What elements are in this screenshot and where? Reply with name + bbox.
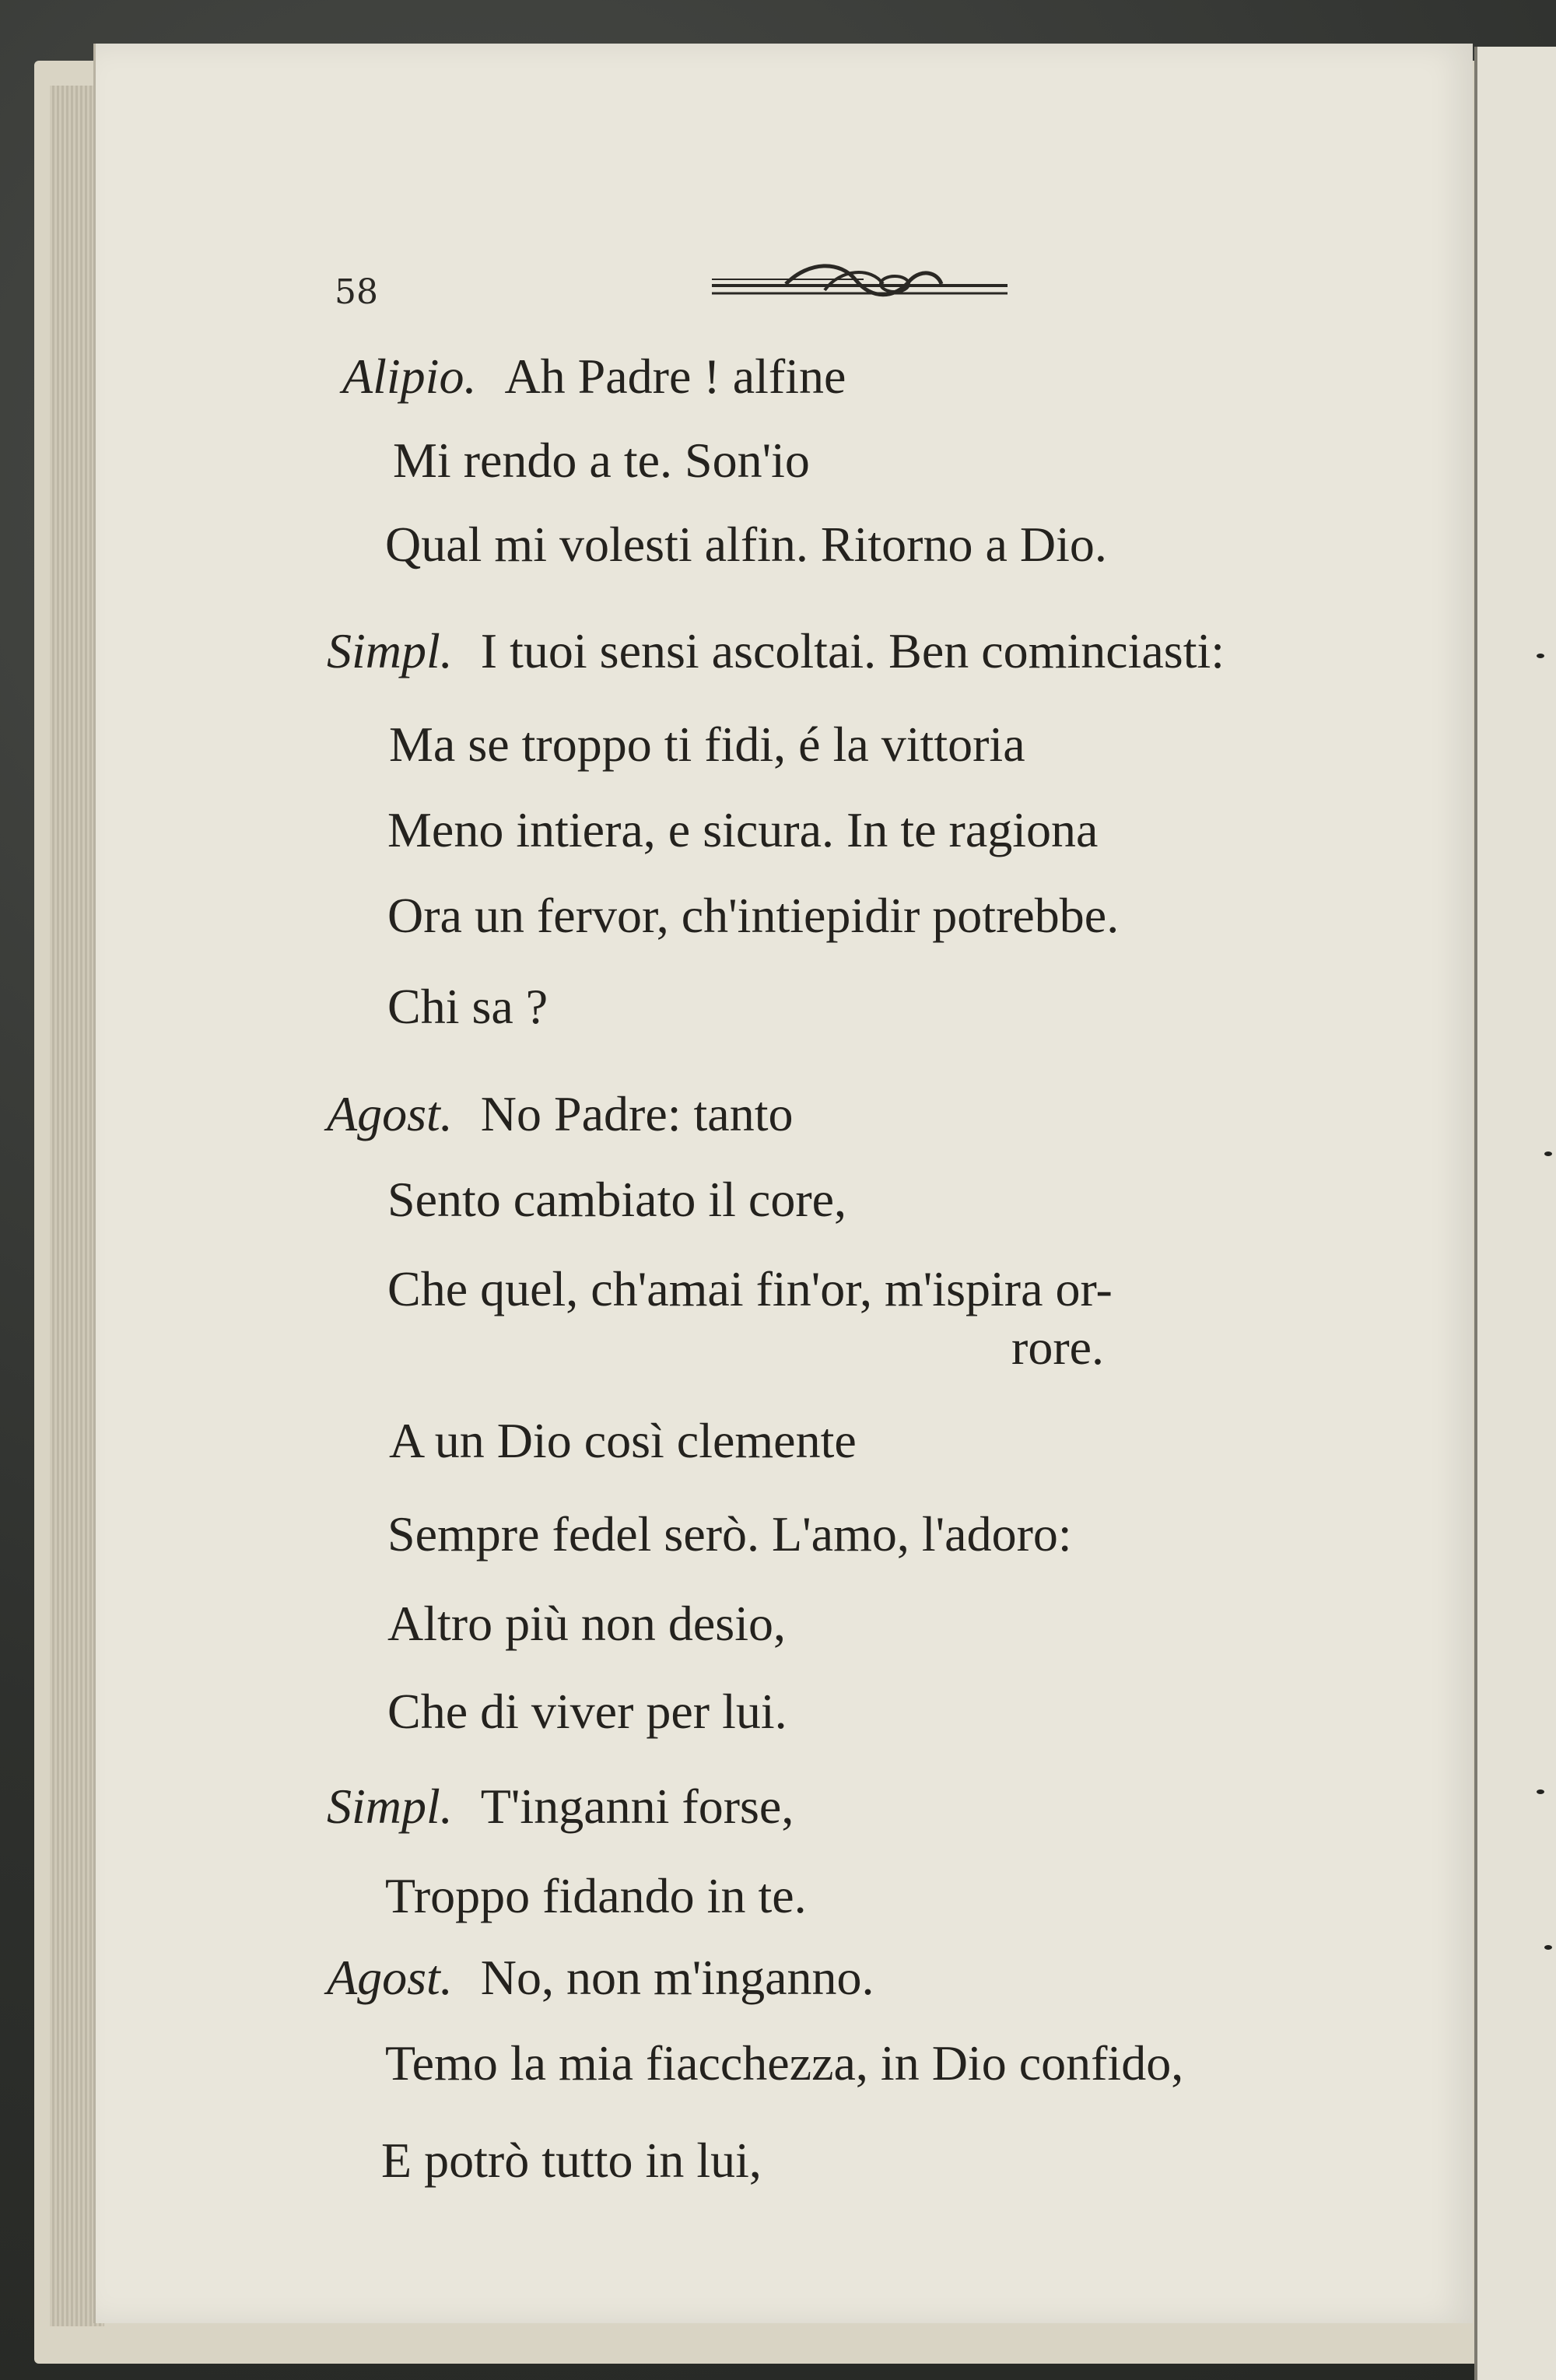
verse-text: E potrò tutto in lui,: [381, 2133, 762, 2188]
text-line: [385, 517, 1107, 572]
text-line: [381, 2133, 762, 2188]
verse-text: Che di viver per lui.: [387, 1684, 787, 1739]
speaker-label: Simpl.: [327, 623, 453, 678]
speaker-label: Agost.: [327, 1950, 453, 2005]
next-page-edge: [1474, 47, 1556, 2380]
speaker-label: Agost.: [327, 1086, 453, 1141]
verse-text: No, non m'inganno.: [480, 1950, 874, 2005]
verse-text: T'inganni forse,: [480, 1779, 794, 1834]
text-line: [385, 2035, 1184, 2091]
ink-fleck: [1537, 1789, 1544, 1794]
verse-text: I tuoi sensi ascoltai. Ben cominciasti:: [480, 623, 1225, 678]
speaker-label: Simpl.: [327, 1779, 453, 1834]
page-number: 58: [335, 272, 378, 312]
text-line: [327, 623, 1225, 678]
text-line: [387, 1684, 787, 1739]
verse-text: Mi rendo a te. Son'io: [393, 433, 810, 488]
text-line: [393, 433, 810, 488]
verse-text: No Padre: tanto: [480, 1086, 794, 1141]
ornament-rule-icon: [708, 245, 1011, 307]
text-line: [389, 1413, 857, 1468]
text-line: [389, 717, 1025, 772]
verse-text: Ah Padre ! alfine: [504, 349, 846, 404]
text-line: [387, 1506, 1072, 1562]
ink-fleck: [1544, 1151, 1552, 1156]
text-line: [1011, 1320, 1105, 1375]
verse-text: rore.: [1011, 1320, 1105, 1375]
verse-text: Ora un fervor, ch'intiepidir potrebbe.: [387, 888, 1120, 943]
text-line: [387, 888, 1120, 943]
text-line: [327, 1950, 874, 2005]
verse-text: Sento cambiato il core,: [387, 1172, 847, 1227]
text-line: [387, 802, 1099, 857]
verse-text: Sempre fedel serò. L'amo, l'adoro:: [387, 1506, 1072, 1562]
text-line: [387, 1261, 1113, 1316]
verse-text: Meno intiera, e sicura. In te ragiona: [387, 802, 1099, 857]
text-line: [327, 1086, 794, 1141]
text-line: [387, 1596, 786, 1651]
text-line: [387, 1172, 847, 1227]
text-line: [327, 1779, 794, 1834]
verse-text: Troppo fidando in te.: [385, 1868, 807, 1923]
text-line: [387, 979, 548, 1034]
speaker-label: Alipio.: [342, 349, 477, 404]
verse-text: Qual mi volesti alfin. Ritorno a Dio.: [385, 517, 1107, 572]
verse-text: Chi sa ?: [387, 979, 548, 1034]
ink-fleck: [1544, 1945, 1552, 1950]
verse-text: A un Dio così clemente: [389, 1413, 857, 1468]
verse-text: Ma se troppo ti fidi, é la vittoria: [389, 717, 1025, 772]
ink-fleck: [1537, 654, 1544, 658]
verse-text: Temo la mia fiacchezza, in Dio confido,: [385, 2035, 1184, 2091]
verse-text: Che quel, ch'amai fin'or, m'ispira or-: [387, 1261, 1113, 1316]
verse-text: Altro più non desio,: [387, 1596, 786, 1651]
text-line: [342, 349, 846, 404]
text-line: [385, 1868, 807, 1923]
